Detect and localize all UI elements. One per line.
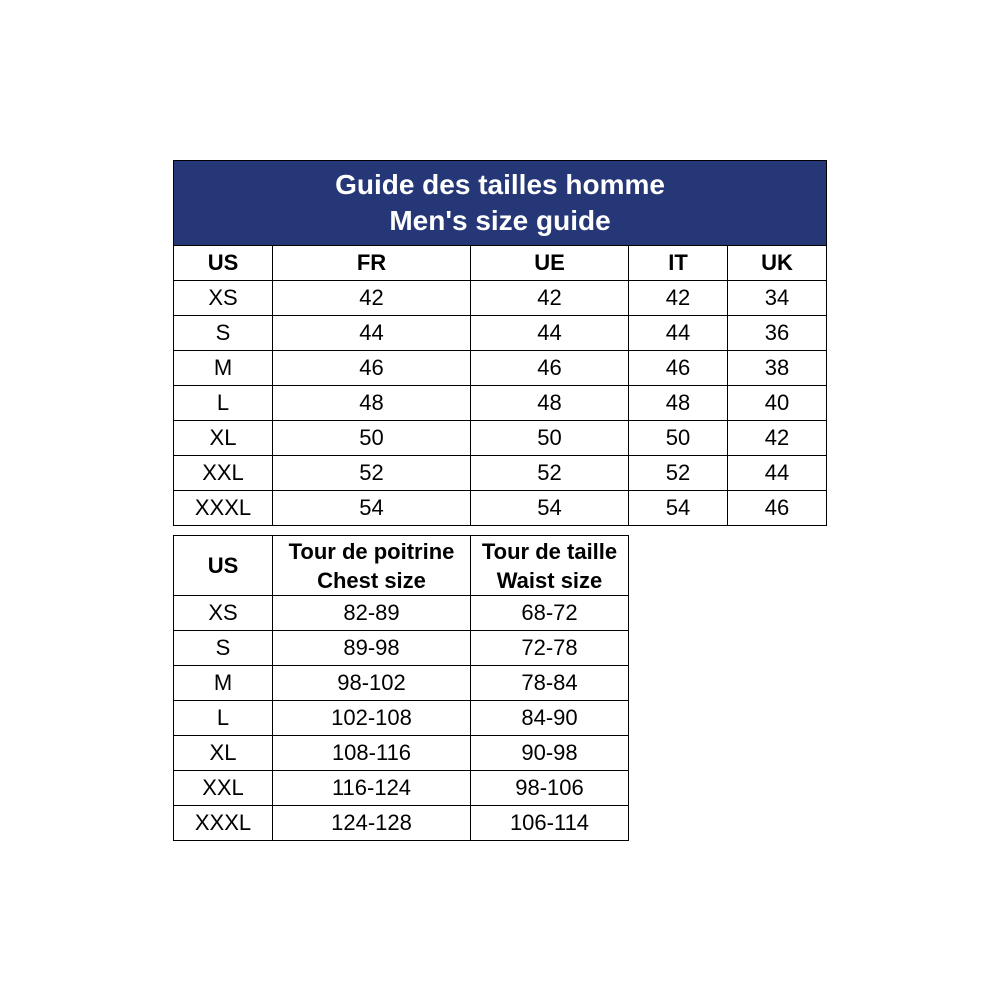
table-row [174,806,629,841]
size-cell-ue: 44 [471,316,629,351]
column-header-waist [471,536,629,596]
size-cell-ue: 46 [471,351,629,386]
size-cell-it: 54 [629,491,728,526]
measure-cell-chest: 108-116 [273,736,471,771]
measure-cell-waist: 78-84 [471,666,629,701]
table-row [174,351,827,386]
measure-cell-chest: 98-102 [273,666,471,701]
size-conversion-table [173,160,827,526]
table-row [174,666,629,701]
size-cell-us: XS [174,281,273,316]
size-cell-us: XXXL [174,491,273,526]
size-cell-ue: 42 [471,281,629,316]
size-cell-uk: 38 [728,351,827,386]
size-cell-us: XL [174,421,273,456]
measure-cell-us: XXL [174,771,273,806]
size-cell-us: S [174,316,273,351]
measure-cell-chest: 116-124 [273,771,471,806]
size-cell-us: XXL [174,456,273,491]
size-cell-fr: 46 [273,351,471,386]
size-cell-uk: 42 [728,421,827,456]
measure-cell-us: XXXL [174,806,273,841]
size-cell-it: 50 [629,421,728,456]
size-guide-title [174,161,827,246]
measurement-header-row [174,536,629,596]
size-cell-fr: 50 [273,421,471,456]
measure-cell-chest: 89-98 [273,631,471,666]
title-french: Guide des tailles homme [335,169,665,200]
table-row [174,631,629,666]
size-cell-fr: 54 [273,491,471,526]
measure-cell-us: L [174,701,273,736]
waist-header-french: Tour de taille [481,538,618,564]
measure-cell-waist: 98-106 [471,771,629,806]
column-header-us: US [174,246,273,281]
measure-cell-waist: 68-72 [471,596,629,631]
size-cell-us: L [174,386,273,421]
measure-cell-chest: 124-128 [273,806,471,841]
measure-cell-waist: 106-114 [471,806,629,841]
measure-cell-us: XL [174,736,273,771]
table-row [174,316,827,351]
column-header-it: IT [629,246,728,281]
title-row [174,161,827,246]
column-header-fr: FR [273,246,471,281]
measure-cell-waist: 84-90 [471,701,629,736]
chest-header-french: Tour de poitrine [288,538,455,564]
size-cell-ue: 54 [471,491,629,526]
size-cell-ue: 52 [471,456,629,491]
chest-header-english: Chest size [317,567,426,593]
size-cell-uk: 46 [728,491,827,526]
table-row [174,456,827,491]
size-cell-it: 42 [629,281,728,316]
size-cell-fr: 42 [273,281,471,316]
size-cell-fr: 44 [273,316,471,351]
measure-cell-chest: 102-108 [273,701,471,736]
size-cell-it: 46 [629,351,728,386]
table-row [174,701,629,736]
table-row [174,771,629,806]
size-cell-us: M [174,351,273,386]
table-row [174,491,827,526]
column-header-ue: UE [471,246,629,281]
title-english: Men's size guide [389,205,611,236]
measure-cell-chest: 82-89 [273,596,471,631]
size-cell-uk: 44 [728,456,827,491]
size-cell-uk: 34 [728,281,827,316]
size-cell-it: 48 [629,386,728,421]
table-row [174,386,827,421]
table-row [174,736,629,771]
measure-cell-us: M [174,666,273,701]
size-cell-ue: 50 [471,421,629,456]
column-header-us: US [174,536,273,596]
column-header-chest [273,536,471,596]
size-cell-fr: 48 [273,386,471,421]
size-cell-fr: 52 [273,456,471,491]
column-header-uk: UK [728,246,827,281]
measure-cell-waist: 90-98 [471,736,629,771]
measure-cell-us: S [174,631,273,666]
size-cell-uk: 36 [728,316,827,351]
measure-cell-waist: 72-78 [471,631,629,666]
table-row [174,281,827,316]
table-row [174,596,629,631]
size-header-row [174,246,827,281]
waist-header-english: Waist size [496,567,603,593]
size-cell-it: 44 [629,316,728,351]
table-row [174,421,827,456]
body-measurement-table [173,535,629,841]
size-cell-uk: 40 [728,386,827,421]
measure-cell-us: XS [174,596,273,631]
size-cell-it: 52 [629,456,728,491]
size-cell-ue: 48 [471,386,629,421]
